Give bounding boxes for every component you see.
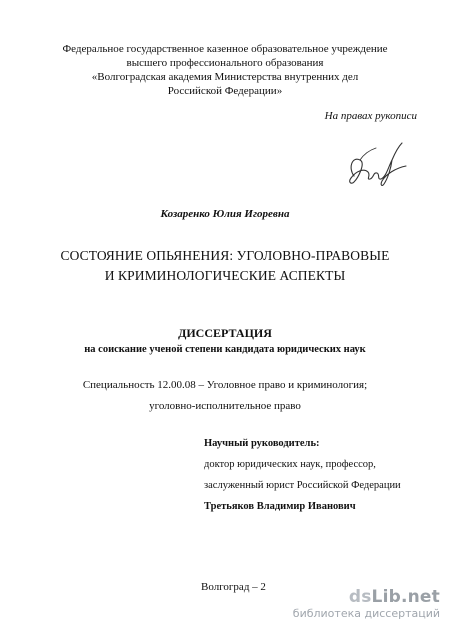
degree-line: на соискание ученой степени кандидата юридических наук: [84, 344, 366, 355]
handwritten-signature: [342, 138, 410, 193]
place-and-year: [201, 581, 266, 593]
document-type: ДИССЕРТАЦИЯ: [178, 326, 272, 340]
title-line-2: И КРИМИНОЛОГИЧЕСКИЕ АСПЕКТЫ: [104, 268, 346, 283]
logo-main: Lib.net: [371, 587, 440, 607]
dissertation-title: [0, 246, 450, 286]
dslib-watermark: [293, 588, 440, 620]
advisor-degree: доктор юридических наук, профессор,: [204, 459, 376, 470]
author-name: Козаренко Юлия Игоревна: [160, 208, 290, 220]
manuscript-rights-note: На правах рукописи: [324, 110, 417, 122]
advisor-name: Третьяков Владимир Иванович: [204, 501, 356, 512]
specialty-line-2: уголовно-исполнительное право: [149, 400, 301, 412]
specialty-line-1: Специальность 12.00.08 – Уголовное право и криминология;: [82, 379, 368, 391]
institution-line-4: Российской Федерации»: [167, 85, 283, 97]
advisor-label: Научный руководитель:: [204, 438, 320, 449]
scientific-advisor: [204, 433, 401, 517]
institution-line-3: «Волгоградская академия Министерства внутренних дел: [91, 71, 359, 83]
institution-line-1: Федеральное государственное казенное образовательное учреждение: [62, 43, 388, 55]
institution-header: [0, 42, 450, 98]
logo-prefix: ds: [348, 587, 372, 607]
specialty: [0, 378, 450, 420]
advisor-title: заслуженный юрист Российской Федерации: [204, 480, 401, 491]
place-text: Волгоград – 2: [201, 581, 266, 593]
watermark-subtitle: библиотека диссертаций: [292, 607, 440, 620]
dslib-logo: [293, 588, 440, 606]
institution-line-2: высшего профессионального образования: [126, 57, 324, 69]
title-line-1: СОСТОЯНИЕ ОПЬЯНЕНИЯ: УГОЛОВНО-ПРАВОВЫЕ: [60, 248, 390, 263]
